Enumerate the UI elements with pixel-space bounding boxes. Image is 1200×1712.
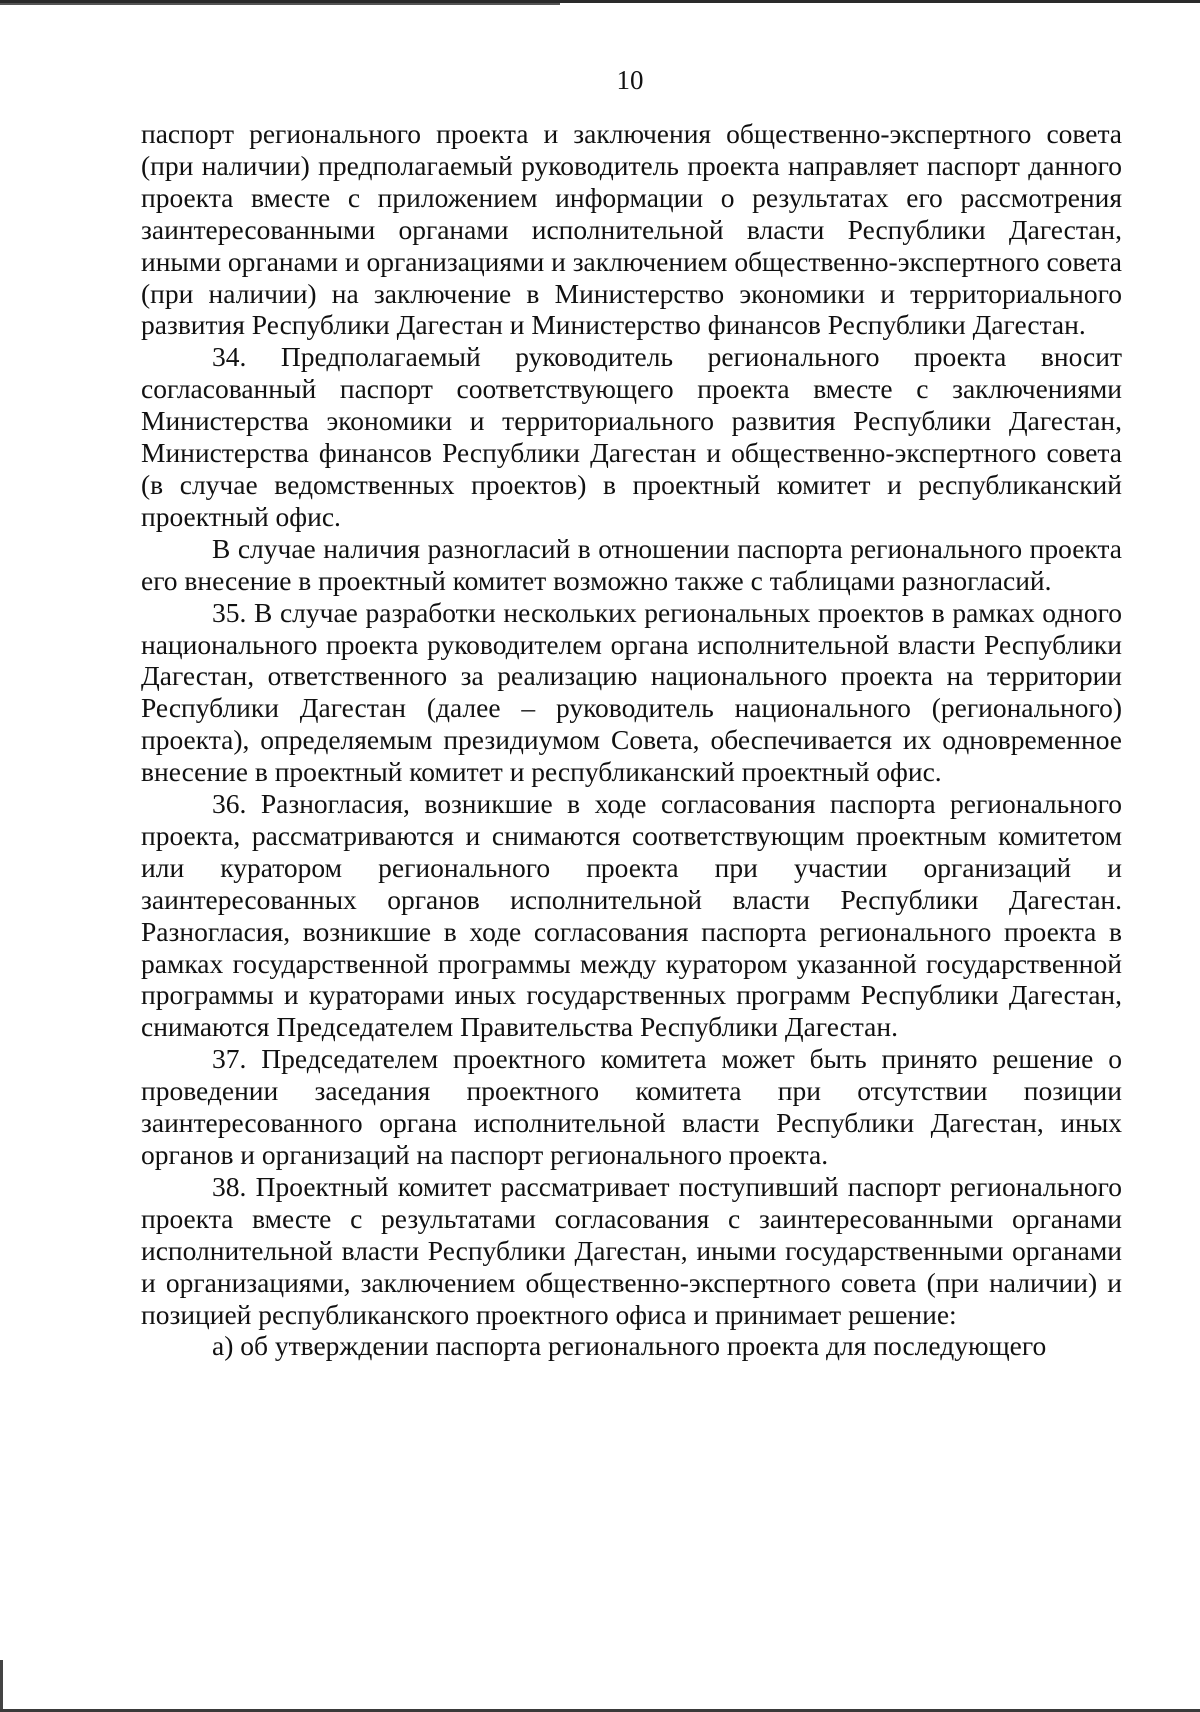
paragraph-item-36: 36. Разногласия, возникшие в ходе согласования паспорта регионального проекта, рассматриваются и снимаются соответствующим проектным комитетом или куратором регионального проекта при участии организаций и заинтересованных органов исполнительной власти Республики Дагестан. Разногласия, возникшие в ходе согласования паспорта регионального проекта в рамках государственной программы между куратором указанной государственной программы и кураторами иных государственных программ Республики Дагестан, снимаются Председателем Правительства Республики Дагестан. [141, 788, 1122, 1043]
paragraph-item-38: 38. Проектный комитет рассматривает поступивший паспорт регионального проекта вместе с результатами согласования с заинтересованными органами исполнительной власти Республики Дагестан, иными государственными органами и организациями, заключением общественно-экспертного совета (при наличии) и позицией республиканского проектного офиса и принимает решение: [141, 1170, 1122, 1330]
paragraph-continuation: паспорт регионального проекта и заключения общественно-экспертного совета (при наличии) предполагаемый руководитель проекта направляет паспорт данного проекта вместе с приложением информации о результатах его рассмотрения заинтересованными органами исполнительной власти Республики Дагестан, иными органами и организациями и заключением общественно-экспертного совета (при наличии) на заключение в Министерство экономики и территориального развития Республики Дагестан и Министерство финансов Республики Дагестан. [141, 118, 1122, 341]
paragraph-item-37: 37. Председателем проектного комитета может быть принято решение о проведении заседания проектного комитета при отсутствии позиции заинтересованного органа исполнительной власти Республики Дагестан, иных органов и организаций на паспорт регионального проекта. [141, 1043, 1122, 1170]
paragraph-disagreements: В случае наличия разногласий в отношении паспорта регионального проекта его внесение в проектный комитет возможно также с таблицами разногласий. [141, 532, 1122, 596]
scan-border-top-shadow [0, 3, 560, 5]
document-body [141, 118, 1122, 1362]
paragraph-item-38-a: а) об утверждении паспорта регионального проекта для последующего [212, 1330, 1047, 1362]
paragraph-item-34: 34. Предполагаемый руководитель регионального проекта вносит согласованный паспорт соответствующего проекта вместе с заключениями Министерства экономики и территориального развития Республики Дагестан, Министерства финансов Республики Дагестан и общественно-экспертного совета (в случае ведомственных проектов) в проектный комитет и республиканский проектный офис. [141, 341, 1122, 532]
scan-border-left [0, 1660, 3, 1710]
paragraph-item-35: 35. В случае разработки нескольких региональных проектов в рамках одного национального проекта руководителем органа исполнительной власти Республики Дагестан, ответственного за реализацию национального проекта на территории Республики Дагестан (далее – руководитель национального (регионального) проекта), определяемым президиумом Совета, обеспечивается их одновременное внесение в проектный комитет и республиканский проектный офис. [141, 596, 1122, 788]
page-number: 10 [616, 65, 644, 95]
